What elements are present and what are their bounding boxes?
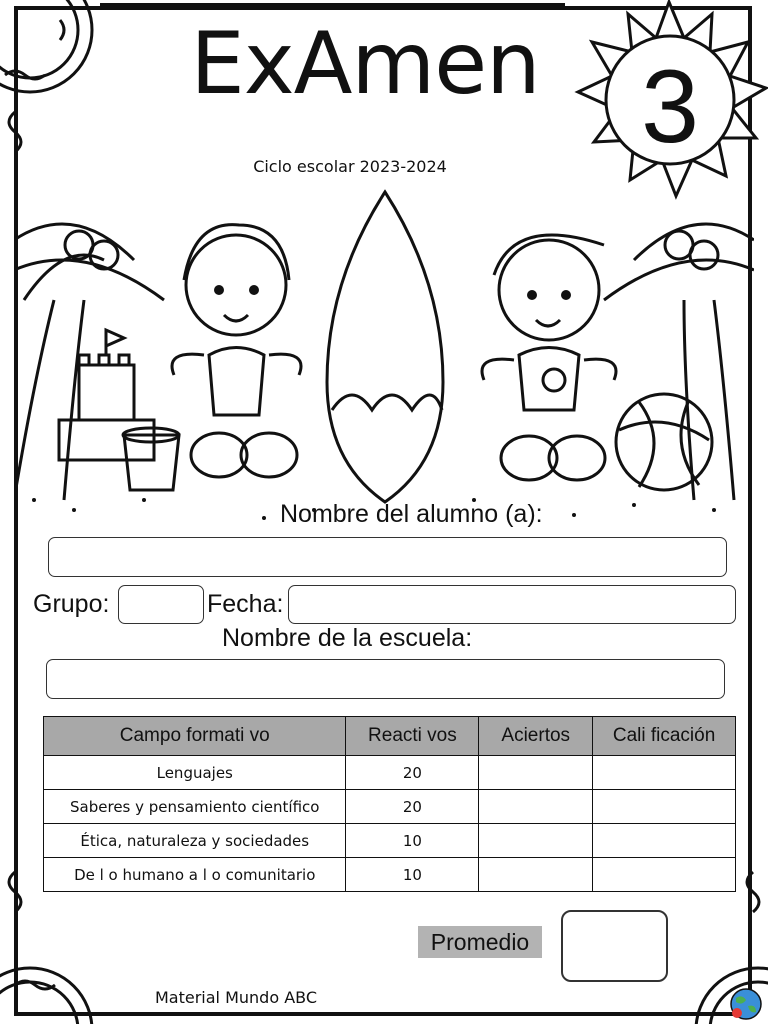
school-name-field[interactable]	[46, 659, 725, 699]
cell-reactivos: 20	[346, 756, 479, 790]
header-aciertos: Aciertos	[479, 717, 593, 756]
cell-calificacion[interactable]	[593, 858, 736, 892]
grades-table-header	[44, 717, 736, 756]
exam-title: ExAmen	[190, 14, 540, 114]
table-row	[44, 756, 736, 790]
average-field[interactable]	[561, 910, 668, 982]
cell-calificacion[interactable]	[593, 824, 736, 858]
header-calificacion: Cali ficación	[593, 717, 736, 756]
cell-aciertos[interactable]	[479, 756, 593, 790]
average-label: Promedio	[418, 926, 542, 958]
side-ornament-left-bottom	[2, 870, 28, 920]
side-ornament-right-bottom	[740, 870, 766, 920]
grades-table	[43, 716, 736, 892]
surfboard-icon	[327, 192, 443, 502]
top-line	[100, 3, 565, 8]
side-ornament-left	[2, 110, 28, 160]
boy-character-icon	[482, 235, 616, 480]
corner-decoration-bottom-left	[0, 930, 110, 1024]
cell-campo: Ética, naturaleza y sociedades	[44, 824, 346, 858]
cell-reactivos: 10	[346, 858, 479, 892]
globe-logo-icon	[728, 986, 764, 1022]
school-name-label: Nombre de la escuela:	[222, 624, 473, 652]
palm-tree-right-icon	[604, 224, 754, 500]
cell-campo: De l o humano a l o comunitario	[44, 858, 346, 892]
school-cycle: Ciclo escolar 2023-2024	[253, 157, 447, 176]
cell-aciertos[interactable]	[479, 858, 593, 892]
cell-reactivos: 20	[346, 790, 479, 824]
beach-ball-icon	[616, 394, 712, 490]
cell-reactivos: 10	[346, 824, 479, 858]
header-campo: Campo formati vo	[44, 717, 346, 756]
date-field[interactable]	[288, 585, 736, 624]
cell-calificacion[interactable]	[593, 790, 736, 824]
table-row	[44, 790, 736, 824]
girl-character-icon	[172, 225, 301, 477]
cell-aciertos[interactable]	[479, 824, 593, 858]
student-name-field[interactable]	[48, 537, 727, 577]
footer-credit: Material Mundo ABC	[155, 988, 318, 1007]
student-name-label: Nombre del alumno (a):	[280, 500, 543, 528]
group-label: Grupo:	[33, 590, 110, 618]
date-label: Fecha:	[207, 590, 284, 618]
beach-illustration	[14, 180, 754, 525]
cell-aciertos[interactable]	[479, 790, 593, 824]
exam-number: 3	[641, 49, 699, 165]
group-field[interactable]	[118, 585, 204, 624]
header-reactivos: Reacti vos	[346, 717, 479, 756]
corner-decoration-top-left	[0, 0, 110, 100]
cell-campo: Saberes y pensamiento científico	[44, 790, 346, 824]
cell-campo: Lenguajes	[44, 756, 346, 790]
table-row	[44, 824, 736, 858]
cell-calificacion[interactable]	[593, 756, 736, 790]
table-row	[44, 858, 736, 892]
